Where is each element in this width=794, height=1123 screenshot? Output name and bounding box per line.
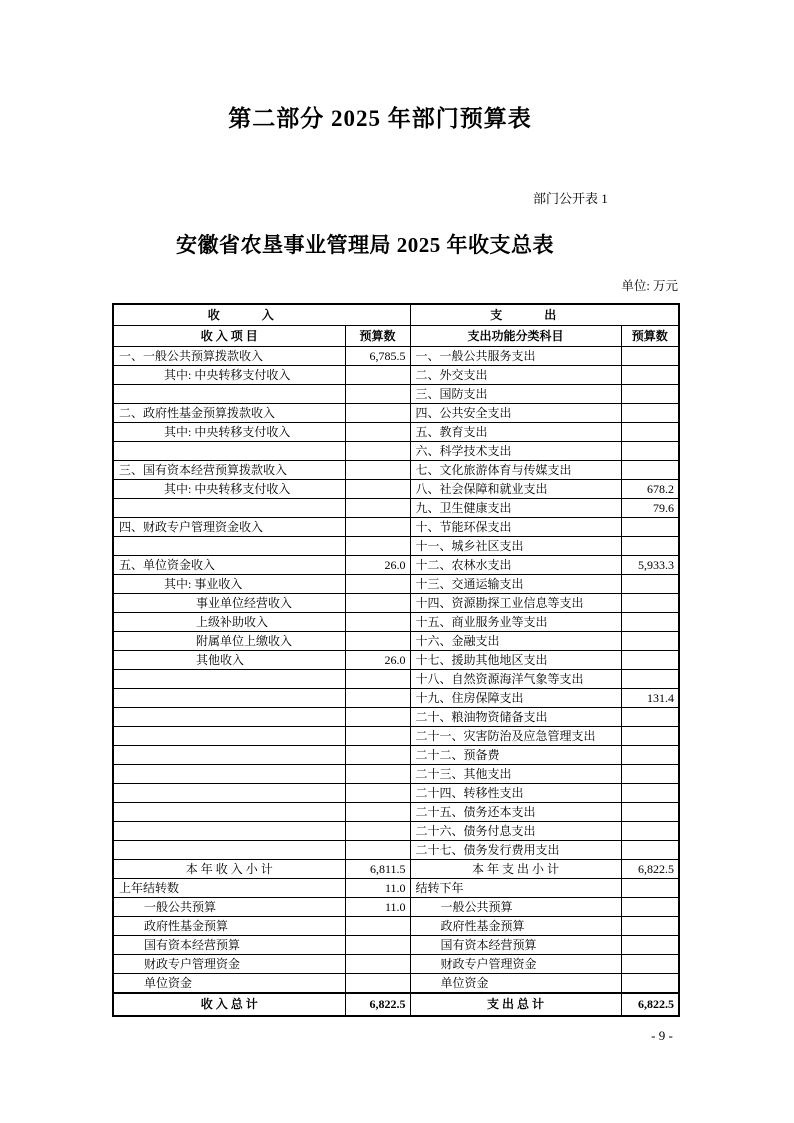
income-item-cell: 附属单位上缴收入	[113, 632, 345, 651]
expense-item-cell: 二十七、债务发行费用支出	[410, 841, 621, 860]
table-row	[113, 461, 679, 480]
table-row	[113, 860, 679, 879]
expense-item-cell: 国有资本经营预算	[410, 936, 621, 955]
expense-item-column-header: 支出功能分类科目	[410, 326, 621, 347]
income-item-cell: 单位资金	[113, 974, 345, 994]
income-value-cell	[345, 689, 410, 708]
expense-value-cell	[621, 385, 679, 404]
income-item-cell	[113, 385, 345, 404]
income-item-cell: 财政专户管理资金	[113, 955, 345, 974]
income-value-cell	[345, 765, 410, 784]
income-item-cell	[113, 499, 345, 518]
expense-value-cell	[621, 670, 679, 689]
expense-value-cell	[621, 803, 679, 822]
expense-value-cell: 79.6	[621, 499, 679, 518]
income-value-cell	[345, 594, 410, 613]
expense-value-cell: 6,822.5	[621, 993, 679, 1016]
expense-item-cell: 六、科学技术支出	[410, 442, 621, 461]
expense-item-cell: 三、国防支出	[410, 385, 621, 404]
expense-item-cell: 一般公共预算	[410, 898, 621, 917]
expense-budget-column-header: 预算数	[621, 326, 679, 347]
expense-item-cell: 十五、商业服务业等支出	[410, 613, 621, 632]
expense-value-cell: 678.2	[621, 480, 679, 499]
income-item-cell	[113, 537, 345, 556]
income-value-cell: 26.0	[345, 556, 410, 575]
expense-item-cell: 九、卫生健康支出	[410, 499, 621, 518]
income-value-cell	[345, 499, 410, 518]
income-item-column-header: 收 入 项 目	[113, 326, 345, 347]
expense-item-cell: 八、社会保障和就业支出	[410, 480, 621, 499]
expense-value-cell	[621, 955, 679, 974]
expense-item-cell: 二十三、其他支出	[410, 765, 621, 784]
income-value-cell	[345, 746, 410, 765]
expense-item-cell: 结转下年	[410, 879, 621, 898]
table-row	[113, 746, 679, 765]
expense-value-cell	[621, 613, 679, 632]
table-row	[113, 651, 679, 670]
table-row	[113, 499, 679, 518]
expense-value-cell	[621, 423, 679, 442]
expense-value-cell	[621, 366, 679, 385]
expense-item-cell: 二十五、债务还本支出	[410, 803, 621, 822]
page-number: - 9 -	[651, 1028, 673, 1043]
income-value-cell	[345, 404, 410, 423]
income-value-cell	[345, 708, 410, 727]
income-item-cell: 国有资本经营预算	[113, 936, 345, 955]
income-item-cell	[113, 689, 345, 708]
income-value-cell	[345, 841, 410, 860]
income-value-cell: 11.0	[345, 898, 410, 917]
table-row	[113, 708, 679, 727]
expense-item-cell: 政府性基金预算	[410, 917, 621, 936]
table-row	[113, 936, 679, 955]
expense-value-cell	[621, 404, 679, 423]
income-value-cell	[345, 803, 410, 822]
table-row	[113, 993, 679, 1016]
income-item-cell: 其中: 事业收入	[113, 575, 345, 594]
expense-item-cell: 十三、交通运输支出	[410, 575, 621, 594]
table-row	[113, 898, 679, 917]
table-row	[113, 480, 679, 499]
income-item-cell: 其他收入	[113, 651, 345, 670]
income-item-cell: 本 年 收 入 小 计	[113, 860, 345, 879]
income-value-cell	[345, 461, 410, 480]
expense-item-cell: 二十、粮油物资储备支出	[410, 708, 621, 727]
income-value-cell	[345, 613, 410, 632]
expense-value-cell	[621, 575, 679, 594]
income-value-cell	[345, 632, 410, 651]
income-item-cell	[113, 727, 345, 746]
income-value-cell	[345, 670, 410, 689]
expense-value-cell	[621, 442, 679, 461]
income-item-cell	[113, 841, 345, 860]
expense-value-cell	[621, 841, 679, 860]
income-item-cell: 其中: 中央转移支付收入	[113, 480, 345, 499]
page-title: 第二部分 2025 年部门预算表	[228, 106, 532, 131]
expense-item-cell: 七、文化旅游体育与传媒支出	[410, 461, 621, 480]
income-item-cell: 三、国有资本经营预算拨款收入	[113, 461, 345, 480]
income-value-cell	[345, 936, 410, 955]
table-row	[113, 955, 679, 974]
income-value-cell: 11.0	[345, 879, 410, 898]
income-item-cell	[113, 784, 345, 803]
income-item-cell: 四、财政专户管理资金收入	[113, 518, 345, 537]
income-value-cell: 6,822.5	[345, 993, 410, 1016]
expense-item-cell: 十四、资源勘探工业信息等支出	[410, 594, 621, 613]
income-item-cell: 其中: 中央转移支付收入	[113, 423, 345, 442]
expense-value-cell	[621, 651, 679, 670]
income-item-cell: 上级补助收入	[113, 613, 345, 632]
section-header-row	[113, 304, 679, 326]
expense-value-cell	[621, 708, 679, 727]
expense-item-cell: 一、一般公共服务支出	[410, 347, 621, 366]
table-row	[113, 727, 679, 746]
table-row	[113, 442, 679, 461]
table-row	[113, 670, 679, 689]
income-item-cell: 收 入 总 计	[113, 993, 345, 1016]
income-value-cell	[345, 575, 410, 594]
income-item-cell	[113, 746, 345, 765]
income-item-cell: 其中: 中央转移支付收入	[113, 366, 345, 385]
expense-value-cell	[621, 879, 679, 898]
expense-value-cell	[621, 765, 679, 784]
expense-value-cell	[621, 822, 679, 841]
table-row	[113, 803, 679, 822]
expense-item-cell: 十二、农林水支出	[410, 556, 621, 575]
expense-item-cell: 十七、援助其他地区支出	[410, 651, 621, 670]
income-value-cell	[345, 385, 410, 404]
expense-value-cell	[621, 898, 679, 917]
expense-value-cell	[621, 347, 679, 366]
expense-item-cell: 四、公共安全支出	[410, 404, 621, 423]
table-row	[113, 879, 679, 898]
table-row	[113, 366, 679, 385]
table-row	[113, 556, 679, 575]
income-value-cell	[345, 727, 410, 746]
expense-item-cell: 十八、自然资源海洋气象等支出	[410, 670, 621, 689]
income-value-cell: 26.0	[345, 651, 410, 670]
expense-value-cell: 6,822.5	[621, 860, 679, 879]
table-row	[113, 841, 679, 860]
table-row	[113, 632, 679, 651]
expense-item-cell: 十六、金融支出	[410, 632, 621, 651]
expense-value-cell: 5,933.3	[621, 556, 679, 575]
income-value-cell	[345, 518, 410, 537]
income-item-cell	[113, 670, 345, 689]
table-row	[113, 594, 679, 613]
income-value-cell	[345, 366, 410, 385]
expense-value-cell	[621, 518, 679, 537]
expense-value-cell	[621, 727, 679, 746]
expense-value-cell	[621, 917, 679, 936]
expense-value-cell	[621, 746, 679, 765]
income-value-cell	[345, 442, 410, 461]
income-item-cell: 一、一般公共预算拨款收入	[113, 347, 345, 366]
income-value-cell	[345, 955, 410, 974]
income-budget-column-header: 预算数	[345, 326, 410, 347]
expense-item-cell: 支 出 总 计	[410, 993, 621, 1016]
income-item-cell: 政府性基金预算	[113, 917, 345, 936]
table-row	[113, 613, 679, 632]
income-section-header: 收入	[113, 304, 410, 326]
income-value-cell: 6,785.5	[345, 347, 410, 366]
table-row	[113, 822, 679, 841]
budget-table	[112, 303, 680, 1017]
table-row	[113, 385, 679, 404]
expense-item-cell: 二十四、转移性支出	[410, 784, 621, 803]
expense-item-cell: 十九、住房保障支出	[410, 689, 621, 708]
table-label: 部门公开表 1	[533, 191, 608, 206]
income-item-cell: 上年结转数	[113, 879, 345, 898]
expense-value-cell	[621, 594, 679, 613]
expense-item-cell: 二十一、灾害防治及应急管理支出	[410, 727, 621, 746]
income-item-cell: 五、单位资金收入	[113, 556, 345, 575]
table-row	[113, 518, 679, 537]
income-value-cell	[345, 537, 410, 556]
table-title: 安徽省农垦事业管理局 2025 年收支总表	[176, 233, 554, 257]
expense-value-cell	[621, 632, 679, 651]
expense-value-cell	[621, 974, 679, 994]
income-value-cell	[345, 423, 410, 442]
income-item-cell	[113, 803, 345, 822]
income-value-cell	[345, 917, 410, 936]
income-item-cell: 事业单位经营收入	[113, 594, 345, 613]
income-item-cell	[113, 765, 345, 784]
expense-item-cell: 二十六、债务付息支出	[410, 822, 621, 841]
table-row	[113, 784, 679, 803]
column-header-row	[113, 326, 679, 347]
expense-value-cell	[621, 537, 679, 556]
income-item-cell	[113, 822, 345, 841]
expense-item-cell: 单位资金	[410, 974, 621, 994]
table-row	[113, 537, 679, 556]
table-row	[113, 917, 679, 936]
income-value-cell	[345, 784, 410, 803]
income-item-cell: 一般公共预算	[113, 898, 345, 917]
table-row	[113, 689, 679, 708]
expense-item-cell: 本 年 支 出 小 计	[410, 860, 621, 879]
unit-note: 单位: 万元	[621, 279, 678, 293]
expense-item-cell: 财政专户管理资金	[410, 955, 621, 974]
expense-item-cell: 十、节能环保支出	[410, 518, 621, 537]
table-row	[113, 974, 679, 994]
expense-item-cell: 二十二、预备费	[410, 746, 621, 765]
expense-value-cell: 131.4	[621, 689, 679, 708]
table-row	[113, 423, 679, 442]
income-value-cell	[345, 974, 410, 994]
table-row	[113, 404, 679, 423]
table-row	[113, 765, 679, 784]
table-row	[113, 575, 679, 594]
income-item-cell: 二、政府性基金预算拨款收入	[113, 404, 345, 423]
budget-table-body	[113, 347, 679, 1017]
expense-item-cell: 十一、城乡社区支出	[410, 537, 621, 556]
expense-item-cell: 五、教育支出	[410, 423, 621, 442]
income-value-cell: 6,811.5	[345, 860, 410, 879]
expense-item-cell: 二、外交支出	[410, 366, 621, 385]
income-item-cell	[113, 442, 345, 461]
expense-value-cell	[621, 461, 679, 480]
income-item-cell	[113, 708, 345, 727]
table-row	[113, 347, 679, 366]
income-value-cell	[345, 480, 410, 499]
income-value-cell	[345, 822, 410, 841]
expense-value-cell	[621, 936, 679, 955]
expense-value-cell	[621, 784, 679, 803]
expense-section-header: 支出	[410, 304, 679, 326]
